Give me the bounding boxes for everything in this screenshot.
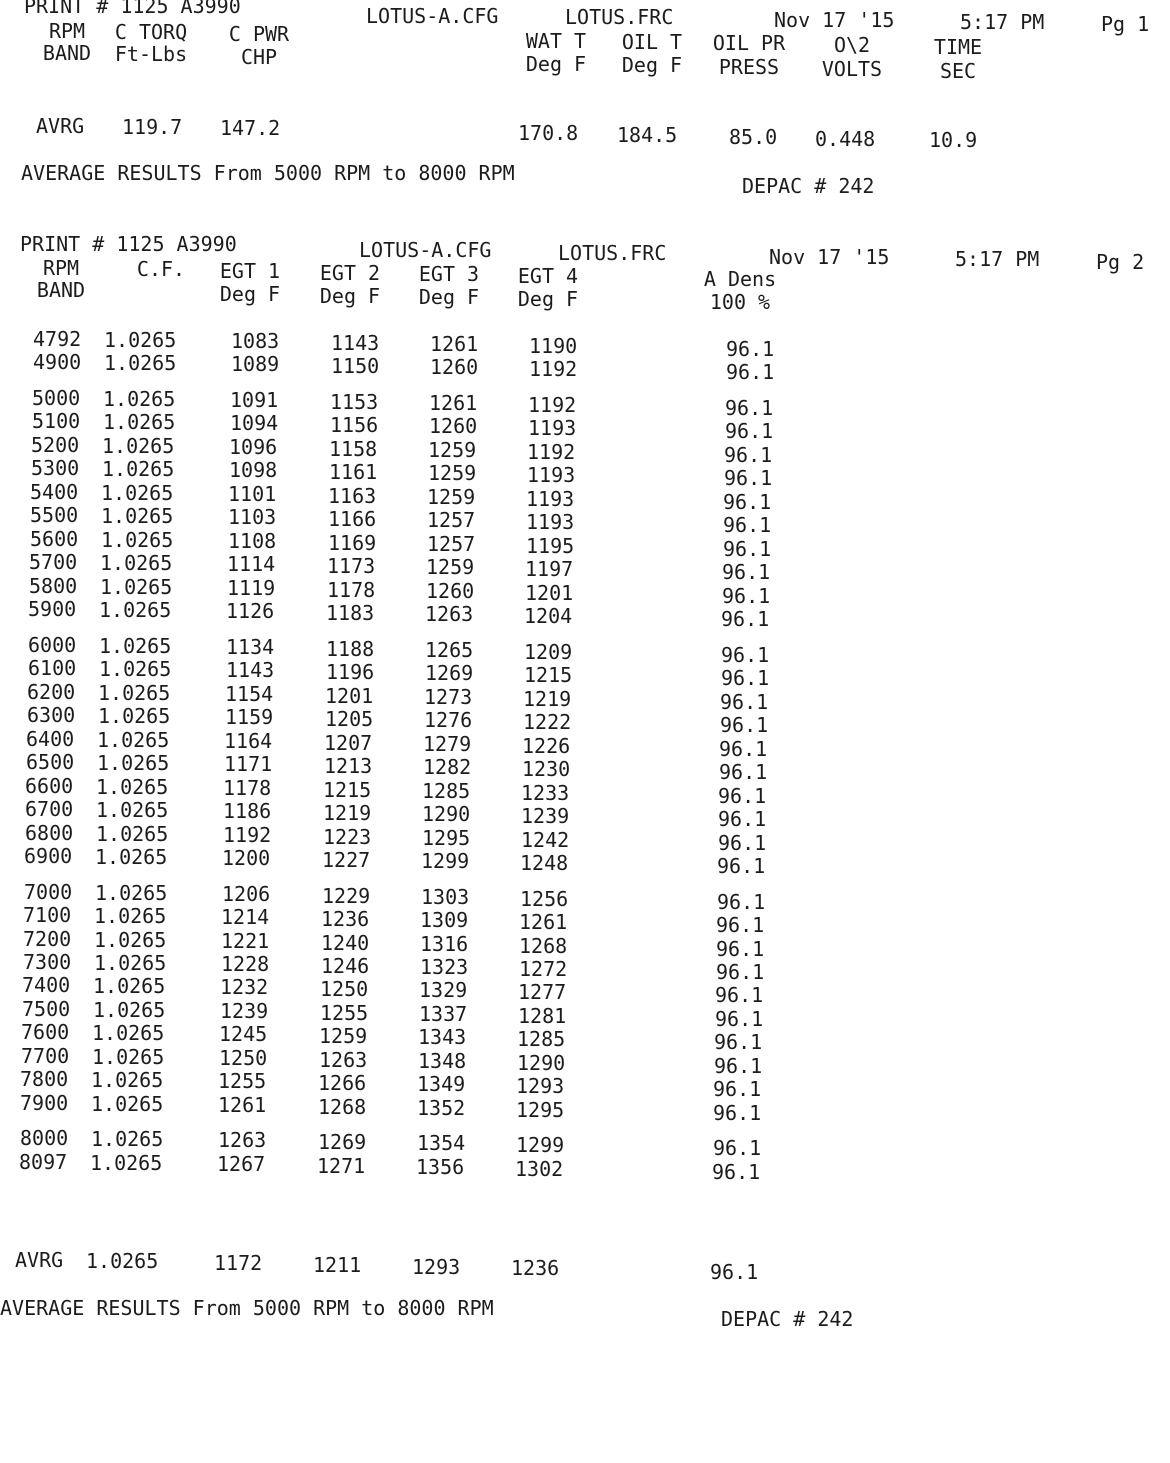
egt3-cell: 1290 — [422, 802, 471, 826]
avg-oil-pressure: 85.0 — [729, 125, 778, 149]
col-header-band: BAND — [42, 41, 92, 65]
rpm-cell: 6100 — [28, 656, 77, 680]
cf-cell: 1.0265 — [104, 328, 177, 352]
egt4-cell: 1192 — [529, 357, 578, 381]
rpm-cell: 7100 — [23, 903, 72, 927]
egt1-cell: 1178 — [223, 776, 272, 800]
egt4-cell: 1226 — [522, 734, 571, 758]
egt4-cell: 1242 — [521, 828, 570, 852]
egt1-cell: 1263 — [218, 1128, 267, 1152]
egt4-cell: 1197 — [525, 557, 574, 581]
egt1-cell: 1094 — [230, 411, 279, 435]
adens-cell: 96.1 — [714, 1054, 763, 1078]
rpm-cell: 5900 — [28, 597, 77, 621]
egt2-cell: 1229 — [322, 884, 371, 908]
egt4-cell: 1277 — [518, 980, 567, 1004]
egt3-cell: 1265 — [425, 638, 474, 662]
rpm-cell: 7700 — [21, 1044, 70, 1068]
adens-cell: 96.1 — [719, 760, 768, 784]
egt4-cell: 1230 — [522, 757, 571, 781]
egt1-cell: 1091 — [230, 388, 279, 412]
col-header-oil-pr-unit: PRESS — [718, 55, 780, 79]
col-header-time-unit: SEC — [939, 59, 977, 83]
egt1-cell: 1228 — [221, 952, 270, 976]
col-header-egt3: EGT 3 — [418, 262, 480, 286]
egt2-cell: 1156 — [330, 413, 379, 437]
rpm-cell: 7400 — [22, 973, 71, 997]
avg-o2-volts: 0.448 — [815, 127, 876, 151]
egt3-cell: 1263 — [425, 602, 474, 626]
rpm-cell: 7600 — [21, 1020, 70, 1044]
adens-cell: 96.1 — [721, 607, 770, 631]
egt2-cell: 1205 — [325, 707, 374, 731]
report-date: Nov 17 '15 — [774, 8, 895, 32]
adens-cell: 96.1 — [718, 831, 767, 855]
adens-cell: 96.1 — [715, 983, 764, 1007]
cf-cell: 1.0265 — [102, 434, 175, 458]
egt3-cell: 1356 — [416, 1155, 465, 1179]
cf-cell: 1.0265 — [94, 928, 167, 952]
print-line: PRINT # 1125 A3990 — [20, 232, 237, 256]
rpm-cell: 8000 — [20, 1126, 69, 1150]
rpm-cell: 8097 — [19, 1150, 68, 1174]
cf-cell: 1.0265 — [96, 775, 169, 799]
avg-water-temp: 170.8 — [518, 121, 579, 145]
adens-cell: 96.1 — [713, 1077, 762, 1101]
cf-cell: 1.0265 — [101, 481, 174, 505]
rpm-cell: 5800 — [29, 574, 78, 598]
egt4-cell: 1295 — [516, 1098, 565, 1122]
col-header-torq-unit: Ft-Lbs — [114, 42, 188, 66]
egt4-cell: 1193 — [527, 463, 576, 487]
adens-cell: 96.1 — [725, 396, 774, 420]
egt4-cell: 1302 — [515, 1157, 564, 1181]
egt3-cell: 1316 — [420, 932, 469, 956]
rpm-cell: 7500 — [22, 997, 71, 1021]
egt4-cell: 1256 — [520, 887, 569, 911]
egt2-cell: 1153 — [330, 390, 379, 414]
egt4-cell: 1293 — [516, 1074, 565, 1098]
egt1-cell: 1232 — [220, 975, 269, 999]
cf-cell: 1.0265 — [90, 1151, 163, 1175]
rpm-cell: 7300 — [23, 950, 72, 974]
adens-cell: 96.1 — [713, 1136, 762, 1160]
col-header-rpm: RPM — [42, 256, 80, 280]
rpm-cell: 6500 — [26, 750, 75, 774]
adens-cell: 96.1 — [722, 560, 771, 584]
egt3-cell: 1343 — [418, 1025, 467, 1049]
col-header-cf: C.F. — [136, 257, 186, 281]
egt3-cell: 1354 — [417, 1131, 466, 1155]
avg-label: AVRG — [15, 1248, 64, 1272]
egt2-cell: 1219 — [323, 801, 372, 825]
egt1-cell: 1134 — [226, 635, 275, 659]
page2-depac: DEPAC # 242 — [721, 1307, 854, 1331]
egt1-cell: 1192 — [223, 823, 272, 847]
egt4-cell: 1233 — [521, 781, 570, 805]
rpm-cell: 5000 — [32, 386, 81, 410]
report-time: 5:17 PM — [955, 247, 1040, 271]
cf-cell: 1.0265 — [92, 1021, 165, 1045]
egt3-cell: 1323 — [420, 955, 469, 979]
egt1-cell: 1221 — [221, 929, 270, 953]
egt2-cell: 1201 — [325, 684, 374, 708]
egt2-cell: 1215 — [323, 778, 372, 802]
egt3-cell: 1303 — [421, 885, 470, 909]
adens-cell: 96.1 — [725, 419, 774, 443]
cf-cell: 1.0265 — [100, 575, 173, 599]
rpm-cell: 5600 — [30, 527, 79, 551]
cf-cell: 1.0265 — [98, 681, 171, 705]
avg-cf: 1.0265 — [86, 1249, 159, 1273]
egt1-cell: 1206 — [222, 882, 271, 906]
egt2-cell: 1240 — [321, 931, 370, 955]
egt1-cell: 1186 — [223, 799, 272, 823]
avg-egt2: 1211 — [313, 1253, 362, 1277]
egt2-cell: 1173 — [327, 554, 376, 578]
egt4-cell: 1261 — [519, 910, 568, 934]
rpm-cell: 4900 — [33, 350, 82, 374]
egt3-cell: 1352 — [417, 1096, 466, 1120]
rpm-cell: 7900 — [20, 1091, 69, 1115]
egt3-cell: 1257 — [427, 508, 476, 532]
egt2-cell: 1259 — [319, 1024, 368, 1048]
rpm-cell: 7200 — [23, 927, 72, 951]
cf-cell: 1.0265 — [103, 387, 176, 411]
rpm-cell: 7800 — [20, 1067, 69, 1091]
egt4-cell: 1299 — [516, 1133, 565, 1157]
egt1-cell: 1267 — [217, 1152, 266, 1176]
egt1-cell: 1154 — [225, 682, 274, 706]
cf-cell: 1.0265 — [101, 504, 174, 528]
frc-file: LOTUS.FRC — [558, 241, 667, 265]
egt3-cell: 1269 — [425, 661, 474, 685]
egt2-cell: 1246 — [321, 954, 370, 978]
egt1-cell: 1096 — [229, 435, 278, 459]
adens-cell: 96.1 — [721, 666, 770, 690]
egt3-cell: 1295 — [422, 826, 471, 850]
rpm-cell: 6000 — [28, 633, 77, 657]
egt3-cell: 1329 — [419, 978, 468, 1002]
egt1-cell: 1089 — [231, 352, 280, 376]
adens-cell: 96.1 — [720, 713, 769, 737]
col-header-egt4-unit: Deg F — [517, 287, 579, 311]
egt2-cell: 1161 — [329, 460, 378, 484]
adens-cell: 96.1 — [712, 1160, 761, 1184]
adens-cell: 96.1 — [716, 913, 765, 937]
cf-cell: 1.0265 — [95, 845, 168, 869]
col-header-o2: O\2 — [833, 33, 871, 57]
col-header-adens-unit: 100 % — [709, 290, 771, 314]
cf-cell: 1.0265 — [93, 998, 166, 1022]
col-header-time: TIME — [933, 35, 983, 59]
col-header-egt2-unit: Deg F — [319, 284, 381, 308]
rpm-cell: 5500 — [30, 503, 79, 527]
frc-file: LOTUS.FRC — [565, 5, 674, 29]
cf-cell: 1.0265 — [97, 728, 170, 752]
egt1-cell: 1114 — [227, 552, 276, 576]
egt4-cell: 1192 — [527, 440, 576, 464]
report-time: 5:17 PM — [960, 10, 1045, 34]
egt1-cell: 1214 — [221, 905, 270, 929]
egt4-cell: 1285 — [517, 1027, 566, 1051]
adens-cell: 96.1 — [716, 960, 765, 984]
egt1-cell: 1164 — [224, 729, 273, 753]
egt1-cell: 1108 — [228, 529, 277, 553]
egt3-cell: 1348 — [418, 1049, 467, 1073]
egt4-cell: 1204 — [524, 604, 573, 628]
egt3-cell: 1259 — [427, 485, 476, 509]
egt2-cell: 1158 — [329, 437, 378, 461]
egt2-cell: 1143 — [331, 331, 380, 355]
egt4-cell: 1268 — [519, 934, 568, 958]
col-header-torq: C TORQ — [114, 20, 188, 44]
avg-label: AVRG — [36, 114, 85, 138]
egt3-cell: 1279 — [423, 732, 472, 756]
avg-power: 147.2 — [220, 116, 281, 140]
col-header-egt2: EGT 2 — [319, 261, 381, 285]
egt4-cell: 1290 — [517, 1051, 566, 1075]
cf-cell: 1.0265 — [93, 974, 166, 998]
egt4-cell: 1190 — [529, 334, 578, 358]
adens-cell: 96.1 — [714, 1030, 763, 1054]
egt4-cell: 1222 — [523, 710, 572, 734]
egt1-cell: 1098 — [229, 458, 278, 482]
col-header-egt3-unit: Deg F — [418, 285, 480, 309]
egt3-cell: 1282 — [423, 755, 472, 779]
col-header-rpm: RPM — [48, 19, 86, 43]
page-number: Pg 1 — [1101, 12, 1150, 36]
egt3-cell: 1285 — [422, 779, 471, 803]
print-line: PRINT # 1125 A3990 — [24, 0, 241, 18]
egt1-cell: 1103 — [228, 505, 277, 529]
report-date: Nov 17 '15 — [769, 245, 890, 269]
egt2-cell: 1271 — [317, 1154, 366, 1178]
config-file: LOTUS-A.CFG — [366, 4, 499, 28]
egt2-cell: 1227 — [322, 848, 371, 872]
avg-egt1: 1172 — [214, 1251, 263, 1275]
adens-cell: 96.1 — [723, 513, 772, 537]
cf-cell: 1.0265 — [100, 551, 173, 575]
rpm-cell: 5300 — [31, 456, 80, 480]
egt3-cell: 1261 — [430, 332, 479, 356]
col-header-pwr: C PWR — [228, 22, 290, 46]
egt4-cell: 1192 — [528, 393, 577, 417]
egt4-cell: 1209 — [524, 640, 573, 664]
page1-footer: AVERAGE RESULTS From 5000 RPM to 8000 RPM — [21, 161, 515, 185]
egt4-cell: 1272 — [519, 957, 568, 981]
cf-cell: 1.0265 — [95, 881, 168, 905]
egt2-cell: 1183 — [326, 601, 375, 625]
col-header-wat: WAT T — [525, 29, 587, 53]
page2-footer: AVERAGE RESULTS From 5000 RPM to 8000 RPM — [0, 1296, 494, 1320]
col-header-egt1-unit: Deg F — [219, 282, 281, 306]
egt3-cell: 1337 — [419, 1002, 468, 1026]
egt3-cell: 1260 — [430, 355, 479, 379]
egt2-cell: 1196 — [326, 660, 375, 684]
col-header-oil-t: OIL T — [621, 30, 683, 54]
egt2-cell: 1188 — [326, 637, 375, 661]
cf-cell: 1.0265 — [99, 634, 172, 658]
egt2-cell: 1166 — [328, 507, 377, 531]
egt1-cell: 1239 — [220, 999, 269, 1023]
egt1-cell: 1101 — [228, 482, 277, 506]
cf-cell: 1.0265 — [97, 751, 170, 775]
egt2-cell: 1207 — [324, 731, 373, 755]
adens-cell: 96.1 — [721, 643, 770, 667]
cf-cell: 1.0265 — [101, 528, 174, 552]
avg-torque: 119.7 — [122, 115, 183, 139]
avg-egt4: 1236 — [511, 1256, 560, 1280]
config-file: LOTUS-A.CFG — [359, 238, 492, 262]
adens-cell: 96.1 — [716, 937, 765, 961]
rpm-cell: 6200 — [27, 680, 76, 704]
egt4-cell: 1248 — [520, 851, 569, 875]
adens-cell: 96.1 — [722, 584, 771, 608]
adens-cell: 96.1 — [726, 337, 775, 361]
rpm-cell: 6600 — [25, 774, 74, 798]
adens-cell: 96.1 — [718, 807, 767, 831]
egt3-cell: 1259 — [428, 461, 477, 485]
egt2-cell: 1250 — [320, 977, 369, 1001]
rpm-cell: 4792 — [33, 327, 82, 351]
adens-cell: 96.1 — [718, 784, 767, 808]
egt1-cell: 1119 — [227, 576, 276, 600]
egt3-cell: 1349 — [417, 1072, 466, 1096]
cf-cell: 1.0265 — [92, 1045, 165, 1069]
col-header-o2-unit: VOLTS — [821, 57, 883, 81]
egt1-cell: 1261 — [218, 1093, 267, 1117]
egt1-cell: 1083 — [231, 329, 280, 353]
cf-cell: 1.0265 — [94, 951, 167, 975]
col-header-pwr-unit: CHP — [240, 45, 278, 69]
egt4-cell: 1215 — [524, 663, 573, 687]
egt2-cell: 1255 — [320, 1001, 369, 1025]
egt2-cell: 1268 — [318, 1095, 367, 1119]
rpm-cell: 6700 — [25, 797, 74, 821]
rpm-cell: 5100 — [32, 409, 81, 433]
egt3-cell: 1273 — [424, 685, 473, 709]
cf-cell: 1.0265 — [98, 704, 171, 728]
egt1-cell: 1143 — [226, 658, 275, 682]
egt1-cell: 1171 — [224, 752, 273, 776]
avg-oil-temp: 184.5 — [617, 123, 678, 147]
egt2-cell: 1163 — [328, 484, 377, 508]
egt4-cell: 1193 — [526, 510, 575, 534]
adens-cell: 96.1 — [720, 690, 769, 714]
cf-cell: 1.0265 — [91, 1127, 164, 1151]
rpm-cell: 6300 — [27, 703, 76, 727]
egt2-cell: 1150 — [331, 354, 380, 378]
adens-cell: 96.1 — [723, 490, 772, 514]
adens-cell: 96.1 — [724, 443, 773, 467]
cf-cell: 1.0265 — [96, 798, 169, 822]
cf-cell: 1.0265 — [102, 457, 175, 481]
rpm-cell: 7000 — [24, 880, 73, 904]
col-header-egt4: EGT 4 — [517, 264, 579, 288]
egt3-cell: 1259 — [426, 555, 475, 579]
cf-cell: 1.0265 — [91, 1068, 164, 1092]
egt3-cell: 1260 — [429, 414, 478, 438]
rpm-cell: 5700 — [29, 550, 78, 574]
egt1-cell: 1250 — [219, 1046, 268, 1070]
col-header-wat-unit: Deg F — [525, 52, 587, 76]
rpm-cell: 5400 — [30, 480, 79, 504]
col-header-egt1: EGT 1 — [219, 259, 281, 283]
adens-cell: 96.1 — [713, 1101, 762, 1125]
egt3-cell: 1309 — [420, 908, 469, 932]
egt2-cell: 1266 — [318, 1071, 367, 1095]
egt1-cell: 1159 — [225, 705, 274, 729]
egt4-cell: 1193 — [526, 487, 575, 511]
egt3-cell: 1261 — [429, 391, 478, 415]
adens-cell: 96.1 — [723, 537, 772, 561]
egt1-cell: 1126 — [226, 599, 275, 623]
cf-cell: 1.0265 — [94, 904, 167, 928]
rpm-cell: 6900 — [24, 844, 73, 868]
egt2-cell: 1269 — [318, 1130, 367, 1154]
rpm-cell: 6400 — [26, 727, 75, 751]
adens-cell: 96.1 — [717, 890, 766, 914]
adens-cell: 96.1 — [724, 466, 773, 490]
egt3-cell: 1260 — [426, 579, 475, 603]
col-header-adens: A Dens — [703, 267, 777, 291]
egt2-cell: 1236 — [321, 907, 370, 931]
egt3-cell: 1259 — [428, 438, 477, 462]
adens-cell: 96.1 — [717, 854, 766, 878]
egt4-cell: 1193 — [528, 416, 577, 440]
egt4-cell: 1195 — [526, 534, 575, 558]
adens-cell: 96.1 — [726, 360, 775, 384]
avg-adens: 96.1 — [710, 1260, 759, 1284]
egt4-cell: 1239 — [521, 804, 570, 828]
page1-depac: DEPAC # 242 — [742, 174, 875, 198]
cf-cell: 1.0265 — [103, 410, 176, 434]
cf-cell: 1.0265 — [99, 657, 172, 681]
cf-cell: 1.0265 — [99, 598, 172, 622]
avg-egt3: 1293 — [412, 1255, 461, 1279]
adens-cell: 96.1 — [719, 737, 768, 761]
egt3-cell: 1276 — [424, 708, 473, 732]
avg-time: 10.9 — [929, 128, 978, 152]
egt2-cell: 1169 — [328, 531, 377, 555]
cf-cell: 1.0265 — [104, 351, 177, 375]
cf-cell: 1.0265 — [96, 822, 169, 846]
egt3-cell: 1257 — [427, 532, 476, 556]
egt1-cell: 1245 — [219, 1022, 268, 1046]
egt3-cell: 1299 — [421, 849, 470, 873]
col-header-oil-pr: OIL PR — [712, 31, 786, 55]
egt4-cell: 1201 — [525, 581, 574, 605]
adens-cell: 96.1 — [715, 1007, 764, 1031]
egt2-cell: 1213 — [324, 754, 373, 778]
egt4-cell: 1281 — [518, 1004, 567, 1028]
rpm-cell: 5200 — [31, 433, 80, 457]
cf-cell: 1.0265 — [91, 1092, 164, 1116]
col-header-oil-t-unit: Deg F — [621, 53, 683, 77]
page-number: Pg 2 — [1096, 250, 1145, 274]
egt1-cell: 1255 — [218, 1069, 267, 1093]
egt2-cell: 1223 — [323, 825, 372, 849]
egt4-cell: 1219 — [523, 687, 572, 711]
egt2-cell: 1263 — [319, 1048, 368, 1072]
egt1-cell: 1200 — [222, 846, 271, 870]
egt2-cell: 1178 — [327, 578, 376, 602]
col-header-band: BAND — [36, 278, 86, 302]
rpm-cell: 6800 — [25, 821, 74, 845]
